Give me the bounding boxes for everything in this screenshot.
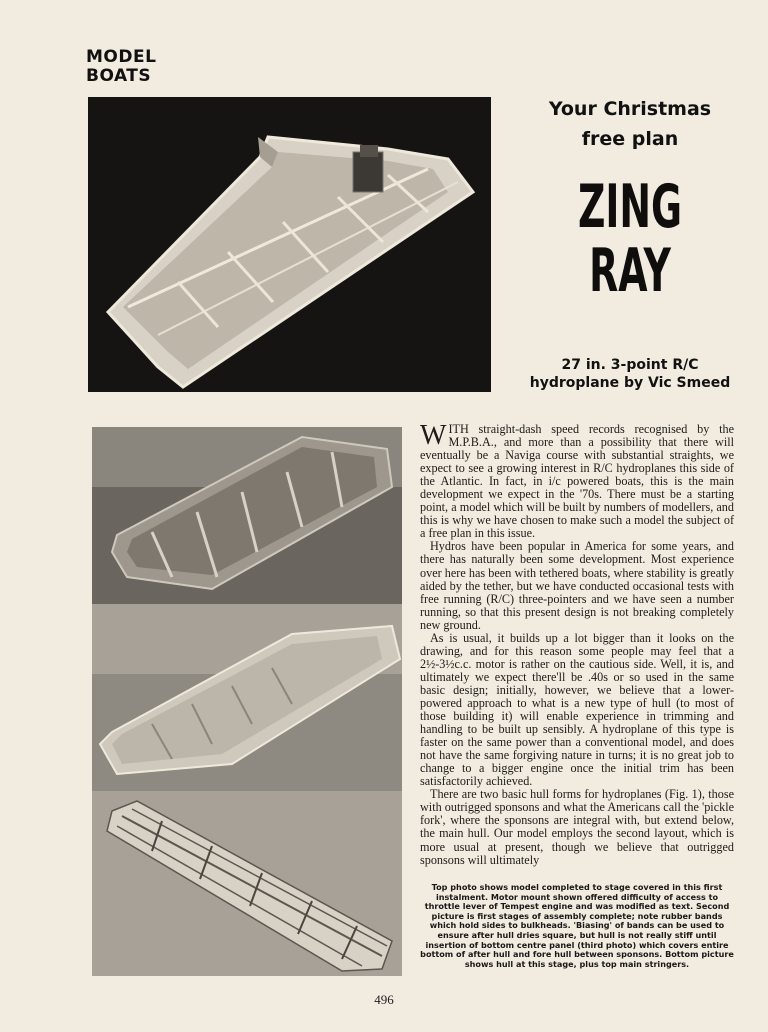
magazine-masthead [86,48,156,86]
title-line-2: RAY [589,236,671,306]
hull-top-illustration [88,97,491,392]
photo-completed-hull [88,97,491,392]
article-title [553,172,707,306]
article-paragraph: There are two basic hull forms for hydroplanes (Fig. 1), those with outrigged sponsons and what the Americans call the 'pickle fork', where the sponsons are integral with, but extend below, the main hull. Our model employs the second layout, which is more usual at present, though we believe that outrigged sponsons will ultimately [420,787,734,867]
drop-cap: W [420,420,447,451]
photo-assembly-stage-3 [92,791,402,976]
hull-stringers-illustration [92,791,402,976]
article-body [420,420,734,867]
article-kicker [520,94,740,154]
photo-assembly-stage-1 [92,427,402,604]
kicker-line-2: free plan [581,128,679,150]
kicker-line-1: Your Christmas [548,98,712,120]
page-number: 496 [374,992,394,1007]
photo-assembly-stage-2 [92,604,402,791]
article-paragraph [420,420,734,541]
subtitle-line-1: 27 in. 3-point R/C [561,357,699,373]
article-paragraph: As is usual, it builds up a lot bigger than it looks on the drawing, and for this reason some people may feel that a 2½-3½c.c. motor is rather on the cautious side. Well, it is, and ultimately we expect there'll be .40s or so used in the same basic design; initially, however, we believe that a lower-powered approach to what is a new type of hull (to most of those building it) will enable experience in trimming and handling to be built up sensibly. A hydroplane of this type is faster on the same power than a conventional model, and does not have the same forgiving nature in turns; it is no great job to change to a bigger engine once the initial trim has been satisfactorily achieved. [420,630,734,789]
hull-frames-illustration [92,427,402,604]
article-paragraph: Hydros have been popular in America for some years, and there has naturally been some development. Most experience over here has been with tethered boats, where stability is greatly aided by the tether, but we have conducted occasional tests with free running (R/C) three-pointers and we have seen a number running, so that this present design is not breaking completely new ground. [420,539,734,632]
subtitle-line-2: hydroplane by Vic Smeed [529,375,731,391]
article-subtitle [520,356,740,392]
hull-panel-illustration [92,604,402,791]
photo-caption: Top photo shows model completed to stage covered in this first instalment. Motor mount shown offered difficulty of access to throttle lever of Tempest engine and was modified as text. Second picture is first stages of assembly complete; note rubber bands which hold sides to bulkheads. 'Biasing' of bands can be used to ensure after hull dries square, but hull is not really stiff until insertion of bottom centre panel (third photo) which covers entire bottom of after hull and fore hull between sponsons. Bottom picture shows hull at this stage, plus top main stringers. [420,882,734,969]
paragraph-text: ITH straight-dash speed records recognised by the M.P.B.A., and more than a possibility that there will eventually be a Naviga course with substantial straights, we expect to see a growing interest in R/C hydroplanes this side of the Atlantic. In fact, in i/c powered boats, this is the main development we expect in the '70s. There must be a starting point, a model which will be built by numbers of modellers, and this is why we have chosen to make such a model the subject of a free plan in this issue. [420,422,734,541]
masthead-line-1: MODEL [86,47,157,67]
title-line-1: ZING [577,172,683,242]
masthead-line-2: BOATS [86,66,152,86]
